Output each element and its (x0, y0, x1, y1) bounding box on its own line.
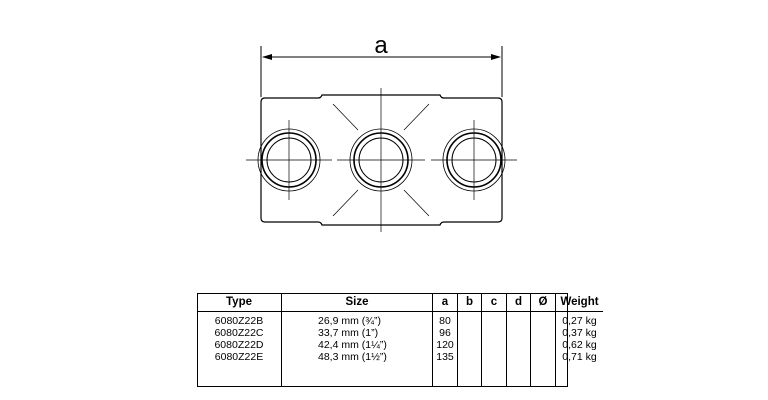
weight-column (556, 312, 604, 387)
header-weight: Weight (556, 293, 604, 312)
a-cell: 80 (439, 315, 451, 327)
a-column (433, 312, 458, 387)
diameter-column (531, 312, 556, 387)
b-column (458, 312, 482, 387)
weight-cell: 0,62 kg (562, 339, 597, 351)
header-a: a (433, 293, 458, 312)
a-cell: 120 (436, 339, 454, 351)
dimension-arrow-left (262, 54, 272, 60)
dimension-arrow-right (491, 54, 501, 60)
a-cell: 135 (436, 351, 454, 363)
header-b: b (458, 293, 482, 312)
size-cell: 33,7 mm (1”) (318, 327, 379, 339)
header-diameter: Ø (531, 293, 556, 312)
weight-cell: 0,71 kg (562, 351, 597, 363)
c-column (482, 312, 507, 387)
weight-cell: 0,27 kg (562, 315, 597, 327)
table-header-row (197, 293, 603, 312)
d-column (507, 312, 531, 387)
dimension-label: a (374, 32, 388, 59)
type-cell: 6080Z22D (214, 339, 264, 351)
type-column (197, 312, 282, 387)
right-socket (431, 120, 517, 200)
size-cell: 48,3 mm (1½”) (318, 351, 387, 363)
specification-table (197, 293, 603, 386)
a-cell: 96 (439, 327, 451, 339)
header-d: d (507, 293, 531, 312)
header-size: Size (282, 293, 433, 312)
size-column (282, 312, 433, 387)
table-body-row (197, 312, 603, 387)
size-cell: 26,9 mm (¾”) (318, 315, 382, 327)
header-c: c (482, 293, 507, 312)
type-cell: 6080Z22B (214, 315, 264, 327)
type-cell: 6080Z22C (214, 327, 264, 339)
type-cell: 6080Z22E (214, 351, 264, 363)
center-socket (337, 88, 425, 232)
header-type: Type (197, 293, 282, 312)
left-socket (246, 120, 332, 200)
size-cell: 42,4 mm (1¼”) (318, 339, 387, 351)
weight-cell: 0,37 kg (562, 327, 597, 339)
